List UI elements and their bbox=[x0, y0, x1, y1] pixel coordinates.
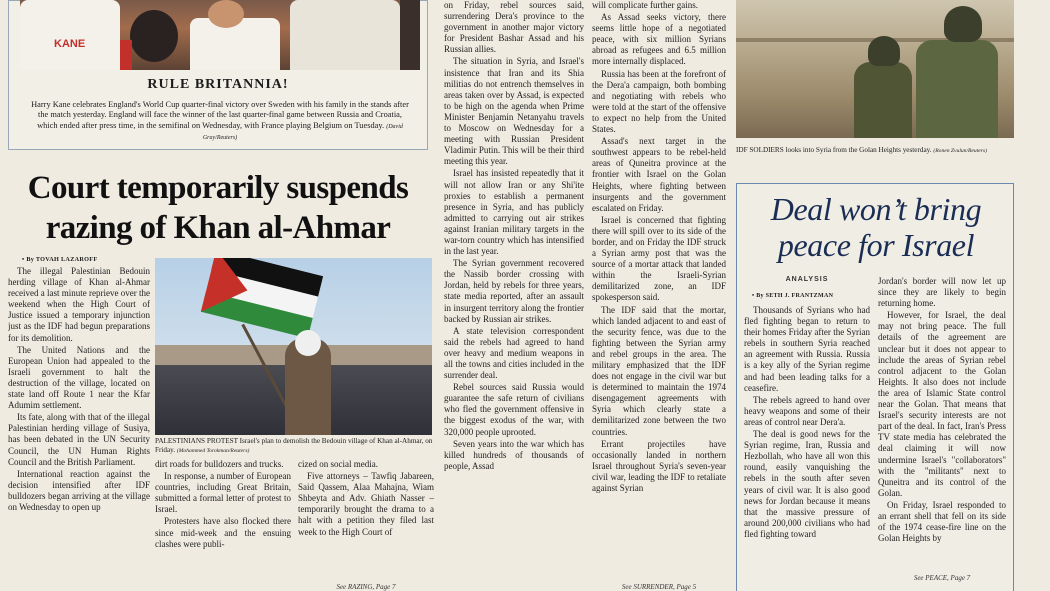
paragraph: Errant projectiles have occasionally landed in northern Israel throughout Syria's seven-year civil war, leading the IDF to retaliate against Syrian bbox=[592, 438, 726, 494]
deal-column-1 bbox=[744, 305, 870, 591]
paragraph: The Syrian government recovered the Nassib border crossing with Jordan, held by rebels for three years, state media reported, after an assault in insurgent territory along the frontier backed by Russian air strikes. bbox=[444, 258, 584, 324]
protest-photo-caption bbox=[155, 437, 435, 456]
paragraph: The rebels agreed to hand over heavy weapons and some of their areas of control near Dera'a. bbox=[744, 394, 870, 427]
khan-al-ahmar-headline: Court temporarily suspends razing of Khan al-Ahmar bbox=[27, 170, 409, 246]
photo-credit: (Mohammed Torokman/Reuters) bbox=[176, 448, 250, 455]
rule-britannia-headline: RULE BRITANNIA! bbox=[147, 77, 289, 92]
paragraph: International reaction against the decision intensified after IDF bulldozers began arriving at the village on Wednesday to open up bbox=[8, 468, 150, 512]
caption-text: Harry Kane celebrates England's World Cup quarter-final victory over Sweden with his family in the stands after the match yesterday. England will face the winner of the last quarter-final game between Russia and Croatia, which ended after press time, in the semifinal on Wednesday, with France playing Belgium on Tuesday. bbox=[31, 100, 409, 130]
caption-text: PALESTINIANS PROTEST Israel's plan to demolish the Bedouin village of Khan al-Ahmar, on Friday. bbox=[155, 437, 433, 455]
paragraph: The IDF said that the mortar, which landed adjacent to and east of the security fence, was due to the fighting between the Syrian army and rebel groups in the area. The military emphasized that the IDF does not engage in the civil war but is determined to maintain the 1974 disengagement agreements with Syria which clearly state a demilitarized zone between the two countries. bbox=[592, 304, 726, 437]
paragraph: On Friday, Israel responded to an errant shell that fell on its side of the 1974 cease-fire line on the Golan Heights by bbox=[878, 499, 1006, 544]
kane-jersey-text: KANE bbox=[54, 38, 86, 50]
khan-column-3 bbox=[298, 459, 434, 583]
paragraph: cized on social media. bbox=[298, 459, 378, 469]
photo-credit: (David Gray/Reuters) bbox=[202, 123, 403, 142]
paragraph: dirt roads for bulldozers and trucks. bbox=[155, 459, 284, 469]
paragraph: Russia has been at the forefront of the Dera'a campaign, both bombing and negotiating with rebels who were told at the start of the offensive to expect no help from the United States. bbox=[592, 68, 726, 135]
paragraph: Thousands of Syrians who had fled fighting began to return to their homes Friday after the Syrian rebels in southern Syria reached an agreement with Russia. Russia is a key ally of the Syrian regime and had been leading talks for a ceasefire. bbox=[744, 305, 870, 393]
surrender-column-b bbox=[592, 0, 726, 583]
khan-column-1 bbox=[8, 266, 150, 591]
khan-column-2 bbox=[155, 459, 291, 591]
khan-byline: • By TOVAH LAZAROFF bbox=[22, 256, 98, 263]
see-razing-jump[interactable]: See RAZING, Page 7 bbox=[336, 583, 396, 591]
kane-celebration-photo bbox=[20, 0, 420, 70]
paragraph: However, for Israel, the deal may not bring peace. The full details of the agreement are unclear but it does not appear to include the areas of Syrian rebel control adjacent to the Golan Heights. It also does not include the area of Islamic State control near the Golan. That means that Israel's security interests are not part of the deal. In fact, Iran's Press TV state media has celebrated the deal claiming it will now undermine Israel's "collaborators" with the "militants" next to Quneitra and its control of the Golan. bbox=[878, 310, 1006, 498]
paragraph: Rebel sources said Russia would guarantee the safe return of civilians who fled the government offensive in the biggest exodus of the war, with 320,000 people uprooted. bbox=[444, 382, 584, 437]
deal-headline: Deal won’t bring peace for Israel bbox=[770, 191, 982, 263]
paragraph: The illegal Palestinian Bedouin herding village of Khan al-Ahmar received a last minute reprieve over the weekend when the High Court of Justice issued a temporary injunction just as the IDF had begun preparations for its demolition. bbox=[8, 266, 150, 343]
see-peace-jump[interactable]: See PEACE, Page 7 bbox=[913, 574, 971, 582]
deal-byline: • By SETH J. FRANTZMAN bbox=[752, 293, 834, 299]
paragraph: Five attorneys – Tawfiq Jabareen, Said Qassem, Alaa Mahajna, Wiam Shbeyta and Adv. Ghiath Nasser – temporarily brought the drama to a halt with a petition they filed last week to the High Court of bbox=[298, 471, 434, 537]
paragraph: Israel is concerned that fighting there will spill over to its side of the border, and on Friday the IDF struck a Syrian army post that was the source of a mortar attack that landed within the Israeli-Syrian demilitarized zone, an IDF spokesperson said. bbox=[592, 214, 726, 303]
idf-soldiers-golan-photo bbox=[736, 0, 1014, 138]
paragraph: Its fate, along with that of the illegal Palestinian herding village of Susiya, has been debated in the UN Security Council, the UN Human Rights Council and the British Parliament. bbox=[8, 412, 150, 467]
paragraph: The United Nations and the European Union had appealed to the Israeli government to halt the destruction of the village, located on state land off Route 1 near the Kfar Adumim settlement. bbox=[8, 344, 150, 411]
paragraph: As Assad seeks victory, there seems little hope of a negotiated peace, with six million Syrians abroad as refugees and 6.5 million more internally displaced. bbox=[592, 12, 726, 67]
paragraph: A state television correspondent said the rebels had agreed to hand over heavy and medium weapons in all the towns and cities included in the surrender deal. bbox=[444, 325, 584, 381]
paragraph: Assad's next target in the southwest appears to be rebel-held areas of Quneitra province at the frontier with Israel on the Golan Heights, where fighting between insurgents and the government escalated on Friday. bbox=[592, 136, 726, 213]
khan-al-ahmar-protest-photo bbox=[155, 258, 432, 435]
rule-britannia-caption bbox=[30, 100, 410, 144]
paragraph: Protesters have also flocked there since mid-week and the ensuing clashes were publi- bbox=[155, 516, 291, 549]
paragraph: The deal is good news for the Syrian regime, Iran, Russia and Hezbollah, who have all won this round, easily vanquishing the rebels in the south after seven years of civil war. It is also good news for Jordan because it means that the massive pressure of around 200,000 civilians who had fled fighting toward bbox=[744, 429, 870, 539]
idf-photo-caption bbox=[736, 146, 1016, 156]
caption-text: IDF SOLDIERS looks into Syria from the Golan Heights yesterday. bbox=[736, 146, 932, 154]
paragraph: on Friday, rebel sources said, surrendering Dera's province to the government in another major victory for President Bashar Assad and his Russian allies. bbox=[444, 0, 584, 55]
paragraph: In response, a number of European countries, including Great Britain, submitted a formal letter of protest to Israel. bbox=[155, 471, 291, 515]
surrender-column-a bbox=[444, 0, 584, 591]
deal-column-2 bbox=[878, 276, 1006, 574]
photo-credit: (Ronen Zvulun/Reuters) bbox=[933, 148, 987, 154]
paragraph: The situation in Syria, and Israel's insistence that Iran and its Shia militias do not entrench themselves in areas taken over by Assad, is expected to be high on the agenda when Prime Minister Benjamin Netanyahu travels to Moscow on Wednesday for a meeting with Russian President Vladimir Putin. This will be their third meeting this year. bbox=[444, 56, 584, 167]
paragraph: Jordan's border will now let up since they are likely to begin returning home. bbox=[878, 276, 1006, 309]
paragraph: Israel has insisted repeatedly that it will not allow Iran or any Shi'ite proxies to establish a permanent presence in Syria, and has publicly admitted to carrying out air strikes against Iranian military targets in the war-torn country which has intensified in the last year. bbox=[444, 168, 584, 257]
see-surrender-jump[interactable]: See SURRENDER, Page 5 bbox=[621, 583, 697, 591]
analysis-kicker: ANALYSIS bbox=[785, 276, 829, 283]
paragraph: Seven years into the war which has killed hundreds of thousands of people, Assad bbox=[444, 438, 584, 471]
paragraph: will complicate further gains. bbox=[592, 0, 698, 10]
